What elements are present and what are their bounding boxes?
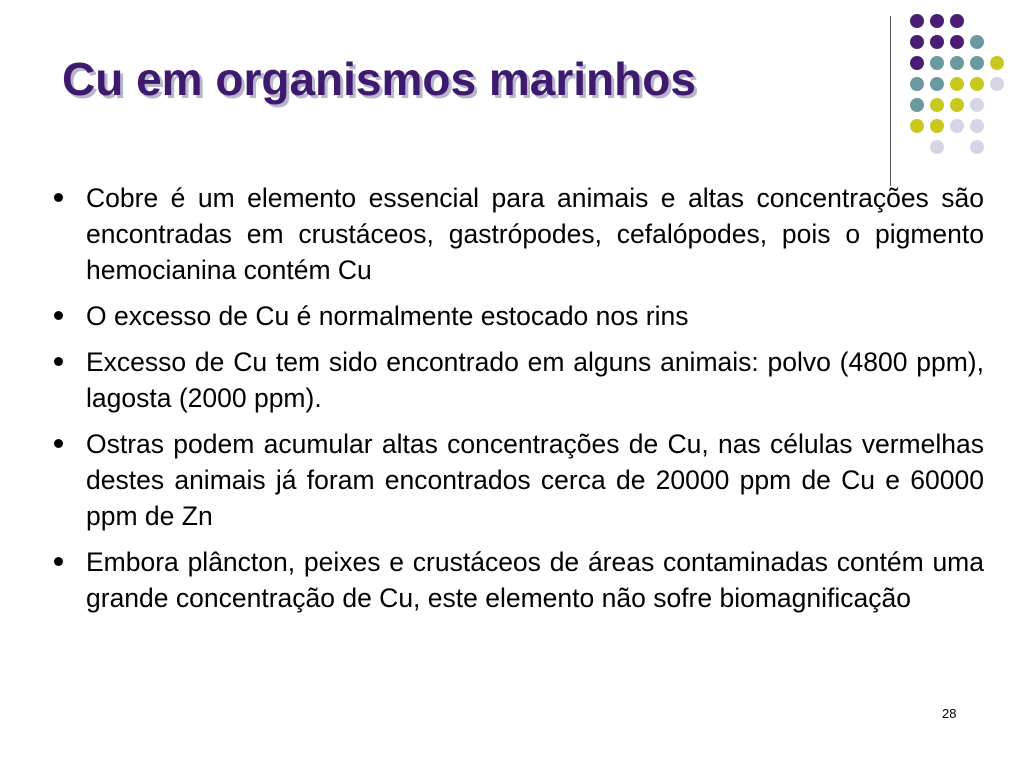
decorative-dot	[930, 119, 944, 133]
decorative-dot	[930, 35, 944, 49]
bullet-icon	[54, 311, 63, 320]
bullet-item	[50, 544, 984, 616]
decorative-dot	[910, 35, 924, 49]
bullet-item	[50, 298, 984, 334]
decorative-dot	[950, 35, 964, 49]
decorative-dot	[910, 77, 924, 91]
decorative-dot	[970, 98, 984, 112]
bullet-text: O excesso de Cu é normalmente estocado nos rins	[86, 301, 689, 331]
slide-title: Cu em organismos marinhos	[62, 53, 696, 105]
decorative-dot	[950, 98, 964, 112]
decorative-dot	[950, 14, 964, 28]
bullet-text: Embora plâncton, peixes e crustáceos de áreas contaminadas contém uma grande concentração de Cu, este elemento não sofre biomagnificação	[86, 547, 984, 613]
bullet-icon	[54, 357, 63, 366]
decorative-dot	[950, 56, 964, 70]
decorative-dot	[970, 140, 984, 154]
decorative-dot	[910, 56, 924, 70]
bullet-item	[50, 426, 984, 534]
decorative-dot	[910, 119, 924, 133]
bullet-item	[50, 180, 984, 288]
bullet-icon	[54, 193, 63, 202]
bullet-item	[50, 344, 984, 416]
decorative-dot	[930, 56, 944, 70]
decorative-dot	[970, 119, 984, 133]
bullet-icon	[54, 557, 63, 566]
decorative-dot-grid	[910, 14, 1010, 174]
decorative-dot	[910, 98, 924, 112]
decorative-dot	[990, 77, 1004, 91]
decorative-dot	[970, 35, 984, 49]
decorative-dot	[970, 77, 984, 91]
bullet-text: Excesso de Cu tem sido encontrado em alguns animais: polvo (4800 ppm), lagosta (2000 ppm).	[86, 347, 984, 413]
decorative-dot	[930, 98, 944, 112]
decorative-divider	[890, 16, 891, 186]
decorative-dot	[930, 140, 944, 154]
bullet-text: Cobre é um elemento essencial para animais e altas concentrações são encontradas em crustáceos, gastrópodes, cefalópodes, pois o pigmento hemocianina contém Cu	[86, 183, 984, 285]
decorative-dot	[970, 56, 984, 70]
decorative-dot	[950, 77, 964, 91]
decorative-dot	[990, 56, 1004, 70]
bullet-list	[50, 180, 984, 626]
decorative-dot	[930, 14, 944, 28]
page-number: 28	[942, 706, 957, 721]
decorative-dot	[930, 77, 944, 91]
decorative-dot	[950, 119, 964, 133]
bullet-icon	[54, 439, 63, 448]
decorative-dot	[910, 14, 924, 28]
bullet-text: Ostras podem acumular altas concentrações de Cu, nas células vermelhas destes animais já foram encontrados cerca de 20000 ppm de Cu e 60000 ppm de Zn	[86, 429, 984, 531]
